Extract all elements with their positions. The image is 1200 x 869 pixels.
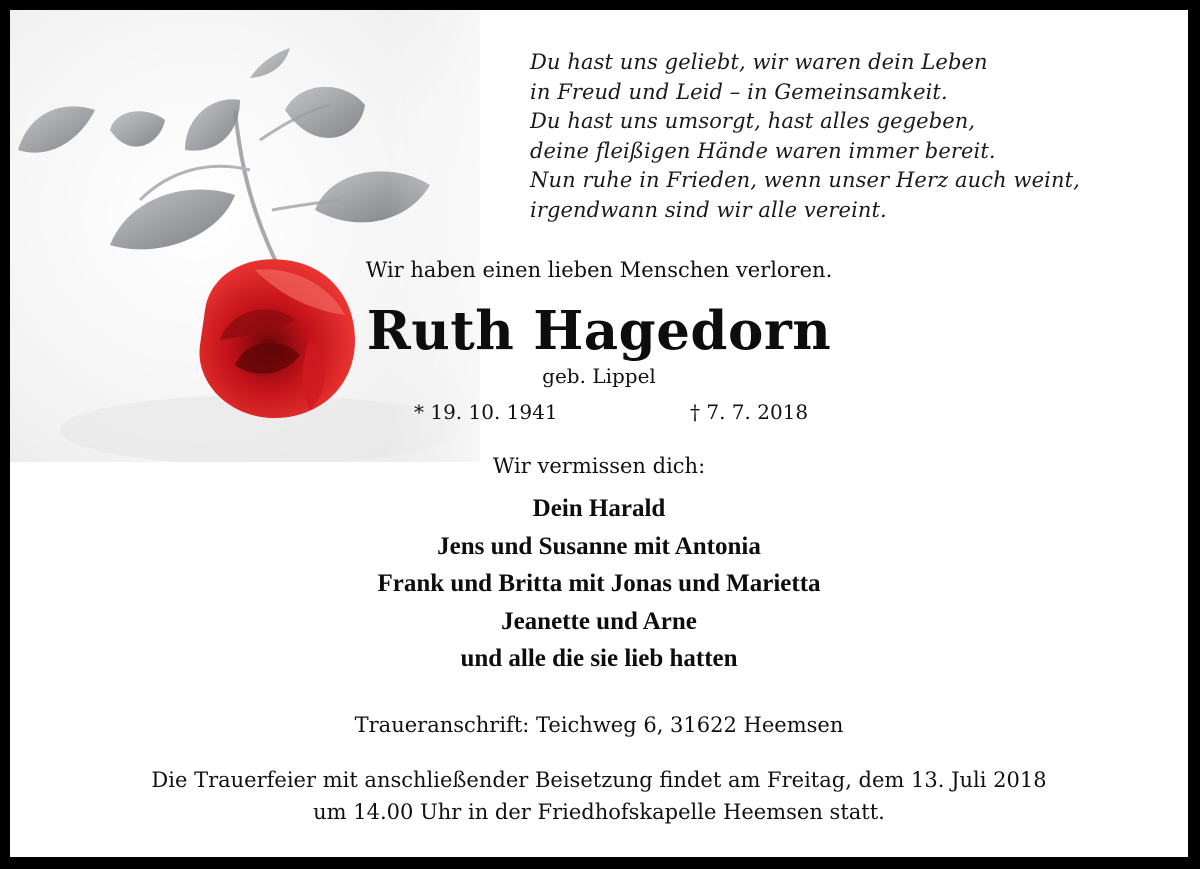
- poem-line: Nun ruhe in Frieden, wenn unser Herz auch weint,: [530, 168, 1080, 193]
- ceremony-line: Die Trauerfeier mit anschließender Beisetzung findet am Freitag, dem 13. Juli 2018: [151, 768, 1047, 792]
- poem-line: in Freud und Leid – in Gemeinsamkeit.: [530, 79, 948, 104]
- poem-line: irgendwann sind wir alle vereint.: [530, 197, 887, 222]
- family-member: Frank und Britta mit Jonas und Marietta: [377, 570, 821, 597]
- family-member: Jens und Susanne mit Antonia: [437, 532, 761, 560]
- poem-line: deine fleißigen Hände waren immer bereit.: [530, 138, 996, 163]
- family-list: [10, 490, 1188, 678]
- family-member: und alle die sie lieb hatten: [460, 645, 738, 672]
- death-date: † 7. 7. 2018: [690, 400, 809, 424]
- obituary-card: [10, 10, 1188, 857]
- maiden-name: geb. Lippel: [542, 364, 656, 388]
- miss-line: Wir vermissen dich:: [492, 454, 706, 478]
- poem-line: Du hast uns umsorgt, hast alles gegeben,: [530, 109, 976, 134]
- family-member: Jeanette und Arne: [501, 607, 697, 635]
- ceremony-line: um 14.00 Uhr in der Friedhofskapelle Heemsen statt.: [313, 800, 885, 824]
- deceased-name: Ruth Hagedorn: [366, 300, 832, 362]
- poem-line: Du hast uns geliebt, wir waren dein Leben: [530, 50, 988, 74]
- ceremony-info: [10, 764, 1188, 828]
- poem: [530, 48, 1080, 226]
- rose-icon: [10, 10, 480, 462]
- family-member: Dein Harald: [532, 495, 666, 522]
- intro-line: Wir haben einen lieben Menschen verloren.: [365, 258, 833, 282]
- birth-date: * 19. 10. 1941: [414, 400, 558, 424]
- mourning-address: Traueranschrift: Teichweg 6, 31622 Heemsen: [354, 713, 844, 737]
